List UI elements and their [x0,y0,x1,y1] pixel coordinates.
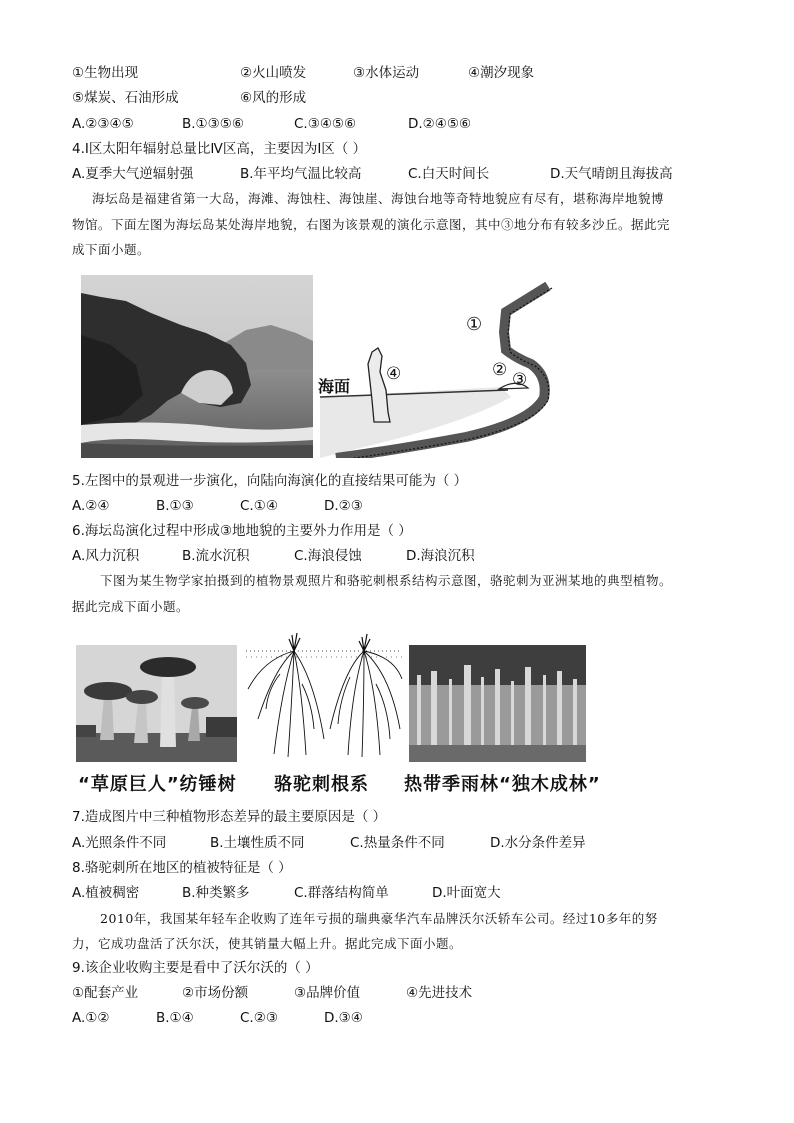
q3-item: ③水体运动 [353,65,420,81]
q9-item: ①配套产业 [72,985,139,1001]
q9-option-d: D.③④ [324,1010,363,1026]
q6-option-d: D.海浪沉积 [406,548,475,564]
q3-option-d: D.②④⑤⑥ [408,116,472,132]
q9-item: ②市场份额 [182,985,249,1001]
marker-3: ③ [512,370,528,390]
passage3-line: 2010年，我国某年轻车企收购了连年亏损的瑞典豪华汽车品牌沃尔沃轿车公司。经过10多年的努 [100,911,658,926]
q4-option-b: B.年平均气温比较高 [240,166,362,182]
sea-label: 海面 [318,377,351,396]
q9-item: ③品牌价值 [294,985,361,1001]
q3-option-b: B.①③⑤⑥ [182,116,244,132]
baobab-photo [76,645,237,762]
q6-option-c: C.海浪侵蚀 [294,548,362,564]
caption-banyan: 热带季雨林“独木成林” [404,774,601,795]
q8-option-d: D.叶面宽大 [432,885,501,901]
q3-item: ①生物出现 [72,65,139,81]
caption-baobab: “草原巨人”纺锤树 [78,774,237,795]
marker-1: ① [466,314,483,335]
q7-option-d: D.水分条件差异 [490,835,586,851]
q7-option-b: B.土壤性质不同 [210,835,305,851]
q6-option-b: B.流水沉积 [182,548,250,564]
q9-stem: 9.该企业收购主要是看中了沃尔沃的（ ） [72,960,319,976]
q9-option-b: B.①④ [156,1010,194,1026]
passage1-line: 海坛岛是福建省第一大岛，海滩、海蚀柱、海蚀崖、海蚀台地等奇特地貌应有尽有，堪称海岸地貌博 [92,191,665,206]
q5-option-a: A.②④ [72,498,110,514]
q3-option-c: C.③④⑤⑥ [294,116,357,132]
passage1-line: 物馆。下面左图为海坛岛某处海岸地貌，右图为该景观的演化示意图，其中③地分布有较多沙丘。据此完 [72,217,671,232]
marker-4: ④ [386,364,402,384]
coast-evolution-diagram [316,272,556,458]
q6-option-a: A.风力沉积 [72,548,140,564]
sea-arch-photo [81,275,313,458]
q7-stem: 7.造成图片中三种植物形态差异的最主要原因是（ ） [72,809,387,825]
q7-option-a: A.光照条件不同 [72,835,167,851]
q8-option-a: A.植被稠密 [72,885,140,901]
q9-option-c: C.②③ [240,1010,278,1026]
q5-option-d: D.②③ [324,498,363,514]
q3-item: ②火山喷发 [240,65,307,81]
q8-stem: 8.骆驼刺所在地区的植被特征是（ ） [72,860,292,876]
q8-option-c: C.群落结构简单 [294,885,389,901]
q4-option-a: A.夏季大气逆辐射强 [72,166,194,182]
q9-option-a: A.①② [72,1010,110,1026]
q6-stem: 6.海坛岛演化过程中形成③地地貌的主要外力作用是（ ） [72,523,412,539]
passage1-line: 成下面小题。 [72,242,151,257]
q4-option-d: D.天气晴朗且海拔高 [550,166,673,182]
q7-option-c: C.热量条件不同 [350,835,445,851]
q8-option-b: B.种类繁多 [182,885,250,901]
q5-option-c: C.①④ [240,498,278,514]
q9-item: ④先进技术 [406,985,473,1001]
q4-option-c: C.白天时间长 [408,166,490,182]
q5-option-b: B.①③ [156,498,194,514]
marker-2: ② [492,360,508,380]
banyan-photo [409,645,586,762]
camelthorn-root-diagram [244,629,404,762]
q3-item: ④潮汐现象 [468,65,535,81]
q3-item: ⑥风的形成 [240,90,307,106]
caption-camelthorn: 骆驼刺根系 [274,774,369,795]
passage2-line: 据此完成下面小题。 [72,599,190,614]
q4-stem: 4.Ⅰ区太阳年辐射总量比Ⅳ区高，主要因为Ⅰ区（ ） [72,141,367,157]
q3-item: ⑤煤炭、石油形成 [72,90,179,106]
q5-stem: 5.左图中的景观进一步演化，向陆向海演化的直接结果可能为（ ） [72,473,468,489]
passage2-line: 下图为某生物学家拍摄到的植物景观照片和骆驼刺根系结构示意图，骆驼刺为亚洲某地的典型植物。 [100,573,673,588]
q3-option-a: A.②③④⑤ [72,116,134,132]
passage3-line: 力，它成功盘活了沃尔沃，使其销量大幅上升。据此完成下面小题。 [72,936,463,951]
